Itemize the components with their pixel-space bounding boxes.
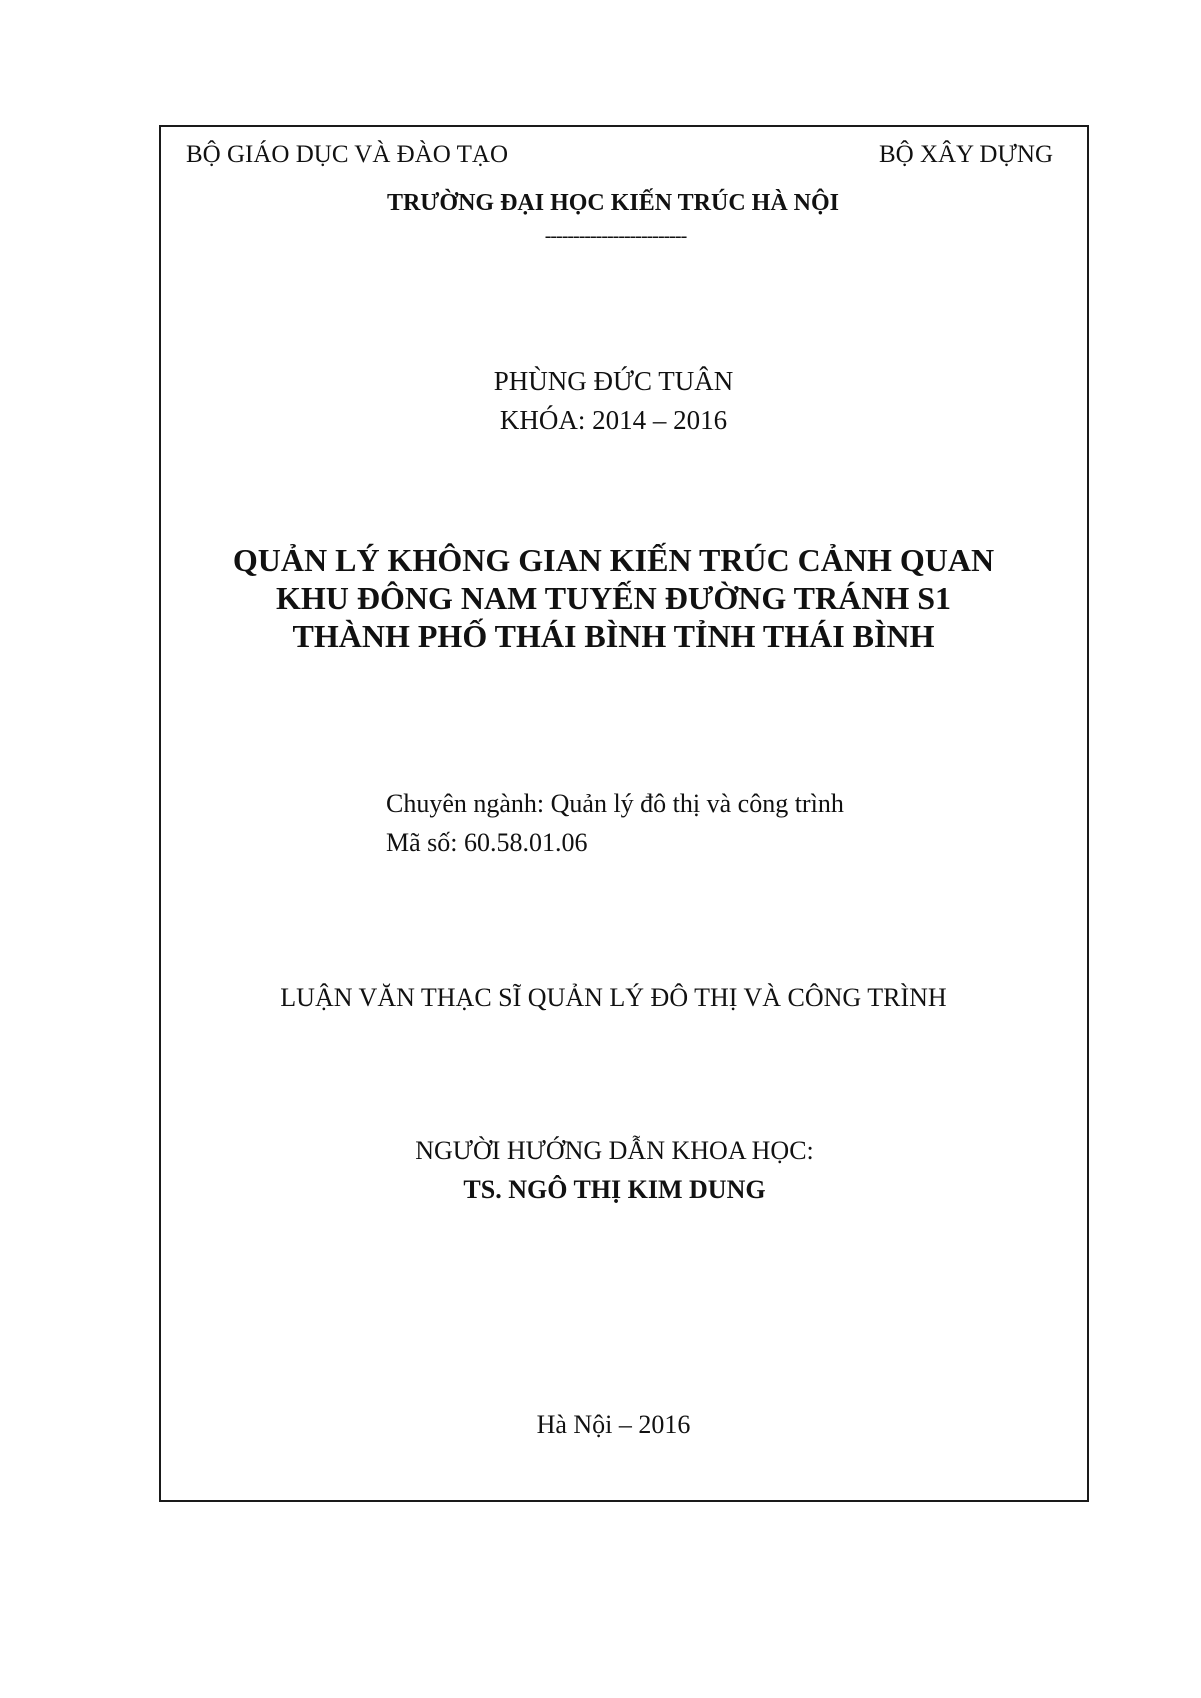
major-code: Mã số: 60.58.01.06: [386, 828, 588, 857]
advisor-name: TS. NGÔ THỊ KIM DUNG: [463, 1175, 766, 1204]
thesis-title-line-1: QUẢN LÝ KHÔNG GIAN KIẾN TRÚC CẢNH QUAN: [232, 542, 995, 578]
author-name: PHÙNG ĐỨC TUÂN: [493, 366, 734, 396]
thesis-type: LUẬN VĂN THẠC SĨ QUẢN LÝ ĐÔ THỊ VÀ CÔNG TRÌNH: [280, 983, 947, 1012]
thesis-title-line-3: THÀNH PHỐ THÁI BÌNH TỈNH THÁI BÌNH: [292, 618, 935, 654]
major-line: Chuyên ngành: Quản lý đô thị và công trình: [386, 789, 844, 818]
course-years: KHÓA: 2014 – 2016: [499, 405, 728, 435]
advisor-label: NGƯỜI HƯỚNG DẪN KHOA HỌC:: [415, 1136, 814, 1165]
thesis-title-line-2: KHU ĐÔNG NAM TUYẾN ĐƯỜNG TRÁNH S1: [276, 580, 951, 616]
school-name: TRƯỜNG ĐẠI HỌC KIẾN TRÚC HÀ NỘI: [386, 190, 840, 216]
ministry-construction: BỘ XÂY DỰNG: [878, 141, 1053, 168]
header-divider: -------------------------: [544, 225, 687, 247]
ministry-education: BỘ GIÁO DỤC VÀ ĐÀO TẠO: [186, 141, 508, 168]
place-date: Hà Nội – 2016: [536, 1410, 691, 1439]
thesis-title: [0, 541, 1201, 655]
